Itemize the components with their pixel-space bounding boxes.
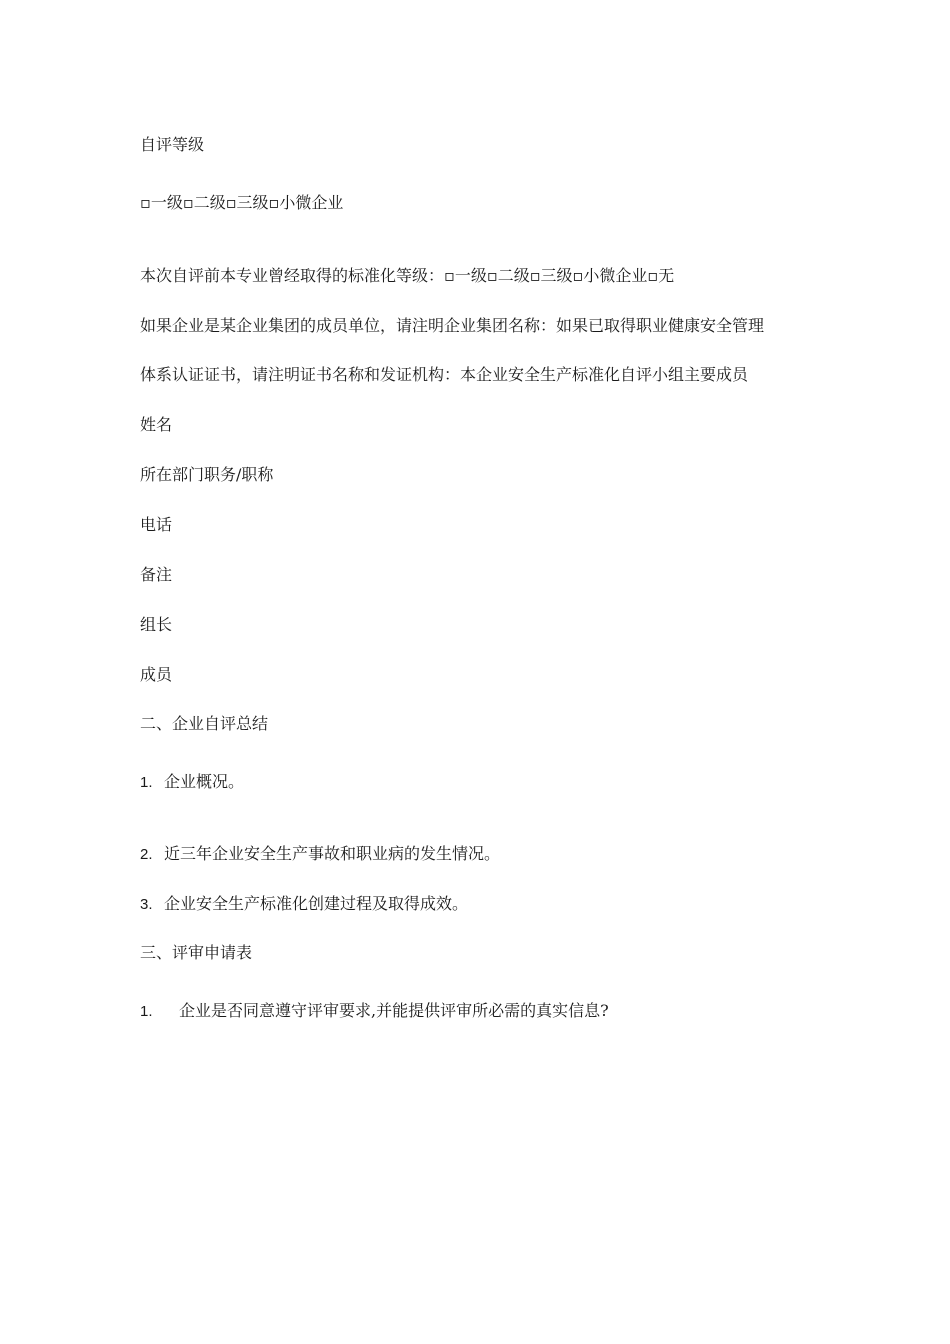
previous-rating-line: 本次自评前本专业曾经取得的标准化等级：▫一级▫二级▫三级▫小微企业▫无 bbox=[140, 266, 675, 285]
list-item-number: 2. bbox=[140, 846, 153, 863]
list-item-number: 3. bbox=[140, 896, 153, 913]
member-leader-row: 组长 bbox=[140, 615, 173, 634]
section2-item-2 bbox=[140, 843, 500, 866]
member-remark-header: 备注 bbox=[140, 565, 173, 584]
list-item-text: 近三年企业安全生产事故和职业病的发生情况。 bbox=[164, 844, 501, 863]
list-item-text: 企业安全生产标准化创建过程及取得成效。 bbox=[164, 894, 469, 913]
group-note-line-2: 体系认证证书，请注明证书名称和发证机构：本企业安全生产标准化自评小组主要成员 bbox=[140, 365, 749, 384]
self-rating-label: 自评等级 bbox=[140, 135, 205, 154]
list-item-text: 企业是否同意遵守评审要求,并能提供评审所必需的真实信息? bbox=[179, 1001, 609, 1020]
member-name-header: 姓名 bbox=[140, 415, 173, 434]
list-item-text: 企业概况。 bbox=[164, 772, 245, 791]
section2-title: 二、企业自评总结 bbox=[140, 714, 269, 733]
member-phone-header: 电话 bbox=[140, 515, 173, 534]
section3-title: 三、评审申请表 bbox=[140, 943, 253, 962]
section2-item-1 bbox=[140, 771, 244, 794]
list-item-number: 1. bbox=[140, 1003, 153, 1020]
list-item-number: 1. bbox=[140, 774, 153, 791]
section2-item-3 bbox=[140, 893, 468, 916]
section3-item-1 bbox=[140, 1000, 609, 1023]
member-member-row: 成员 bbox=[140, 665, 173, 684]
member-dept-title-header: 所在部门职务/职称 bbox=[140, 465, 274, 484]
group-note-line-1: 如果企业是某企业集团的成员单位，请注明企业集团名称：如果已取得职业健康安全管理 bbox=[140, 316, 765, 335]
self-rating-options: ▫一级▫二级▫三级▫小微企业 bbox=[140, 193, 344, 212]
